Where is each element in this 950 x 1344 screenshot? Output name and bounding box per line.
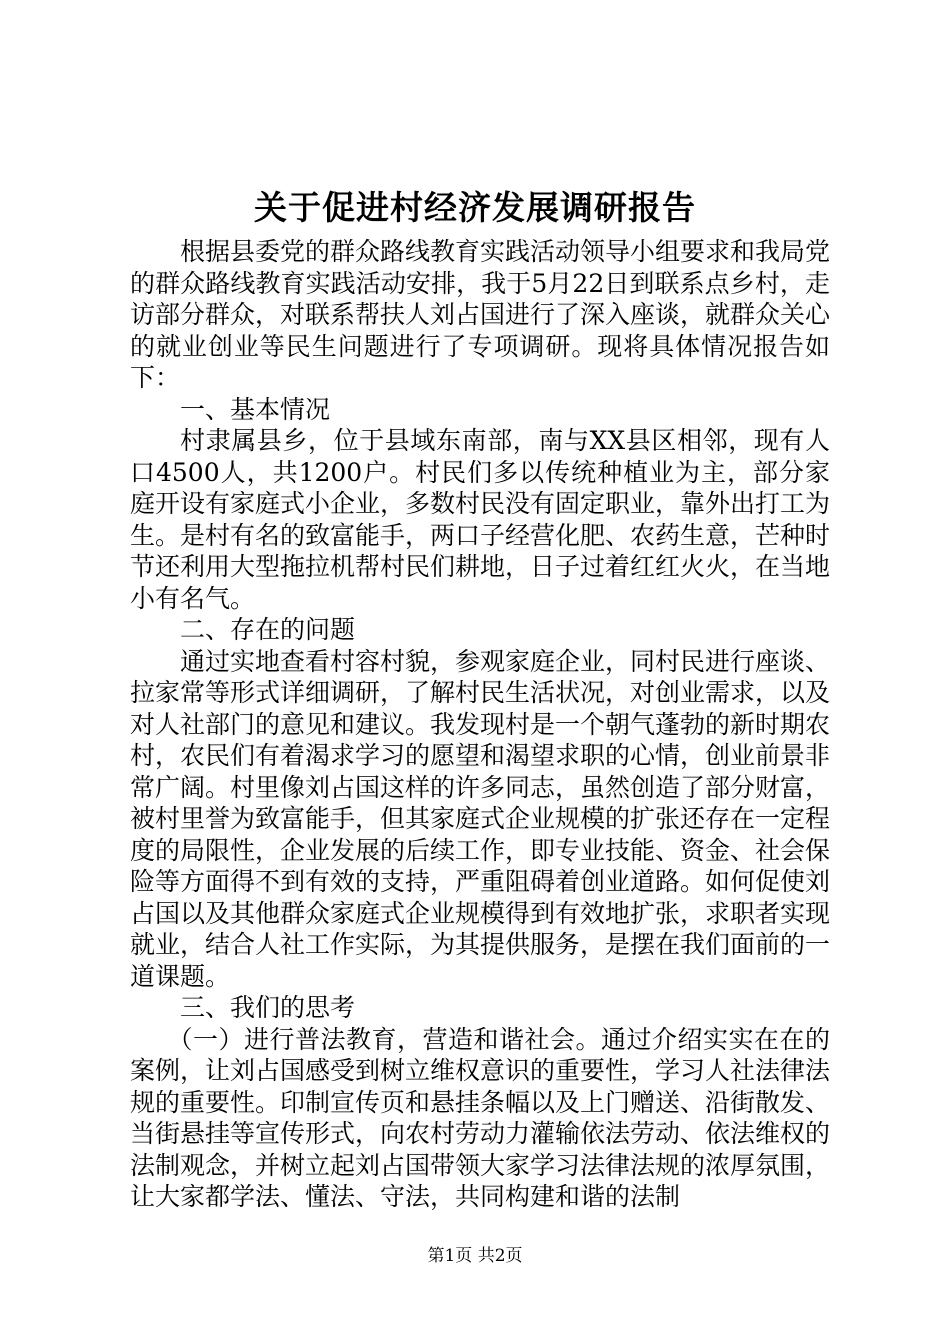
intro-paragraph: 根据县委党的群众路线教育实践活动领导小组要求和我局党的群众路线教育实践活动安排，我于5月22日到联系点乡村，走访部分群众，对联系帮扶人刘占国进行了深入座谈，就群众关心的就业创业等民生问题进行了专项调研。现将具体情况报告如下： bbox=[130, 237, 831, 392]
section-heading-basic: 一、基本情况 bbox=[180, 394, 331, 424]
page-footer: 第1页 共2页 bbox=[427, 1246, 523, 1266]
section-heading-problems: 二、存在的问题 bbox=[180, 615, 356, 644]
document-body bbox=[130, 236, 830, 1213]
document-title: 关于促进村经济发展调研报告 bbox=[254, 188, 696, 227]
problems-paragraph: 通过实地查看村容村貌，参观家庭企业，同村民进行座谈、拉家常等形式详细调研，了解村民生活状况，对创业需求，以及对人社部门的意见和建议。我发现村是一个朝气蓬勃的新时期农村，农民们有着渴求学习的愿望和渴望求职的心情，创业前景非常广阔。村里像刘占国这样的许多同志，虽然创造了部分财富，被村里誉为致富能手，但其家庭式企业规模的扩张还存在一定程度的局限性，企业发展的后续工作，即专业技能、资金、社会保险等方面得不到有效的支持，严重阻碍着创业道路。如何促使刘占国以及其他群众家庭式企业规模得到有效地扩张，求职者实现就业，结合人社工作实际，为其提供服务，是摆在我们面前的一道课题。 bbox=[130, 646, 831, 991]
thinking-paragraph-1: （一）进行普法教育，营造和谐社会。通过介绍实实在在的案例，让刘占国感受到树立维权意识的重要性，学习人社法律法规的重要性。印制宣传页和悬挂条幅以及上门赠送、沿街散发、当街悬挂等宣传形式，向农村劳动力灌输依法劳动、依法维权的法制观念，并树立起刘占国带领大家学习法律法规的浓厚氛围，让大家都学法、懂法、守法，共同构建和谐的法制 bbox=[130, 1024, 831, 1211]
section-heading-thinking: 三、我们的思考 bbox=[180, 993, 356, 1022]
basic-situation-paragraph: 村隶属县乡，位于县域东南部，南与XX县区相邻，现有人口4500人，共1200户。村民们多以传统种植业为主，部分家庭开设有家庭式小企业，多数村民没有固定职业，靠外出打工为生。是村有名的致富能手，两口子经营化肥、农药生意，芒种时节还利用大型拖拉机帮村民们耕地，日子过着红红火火，在当地小有名气。 bbox=[130, 426, 831, 613]
